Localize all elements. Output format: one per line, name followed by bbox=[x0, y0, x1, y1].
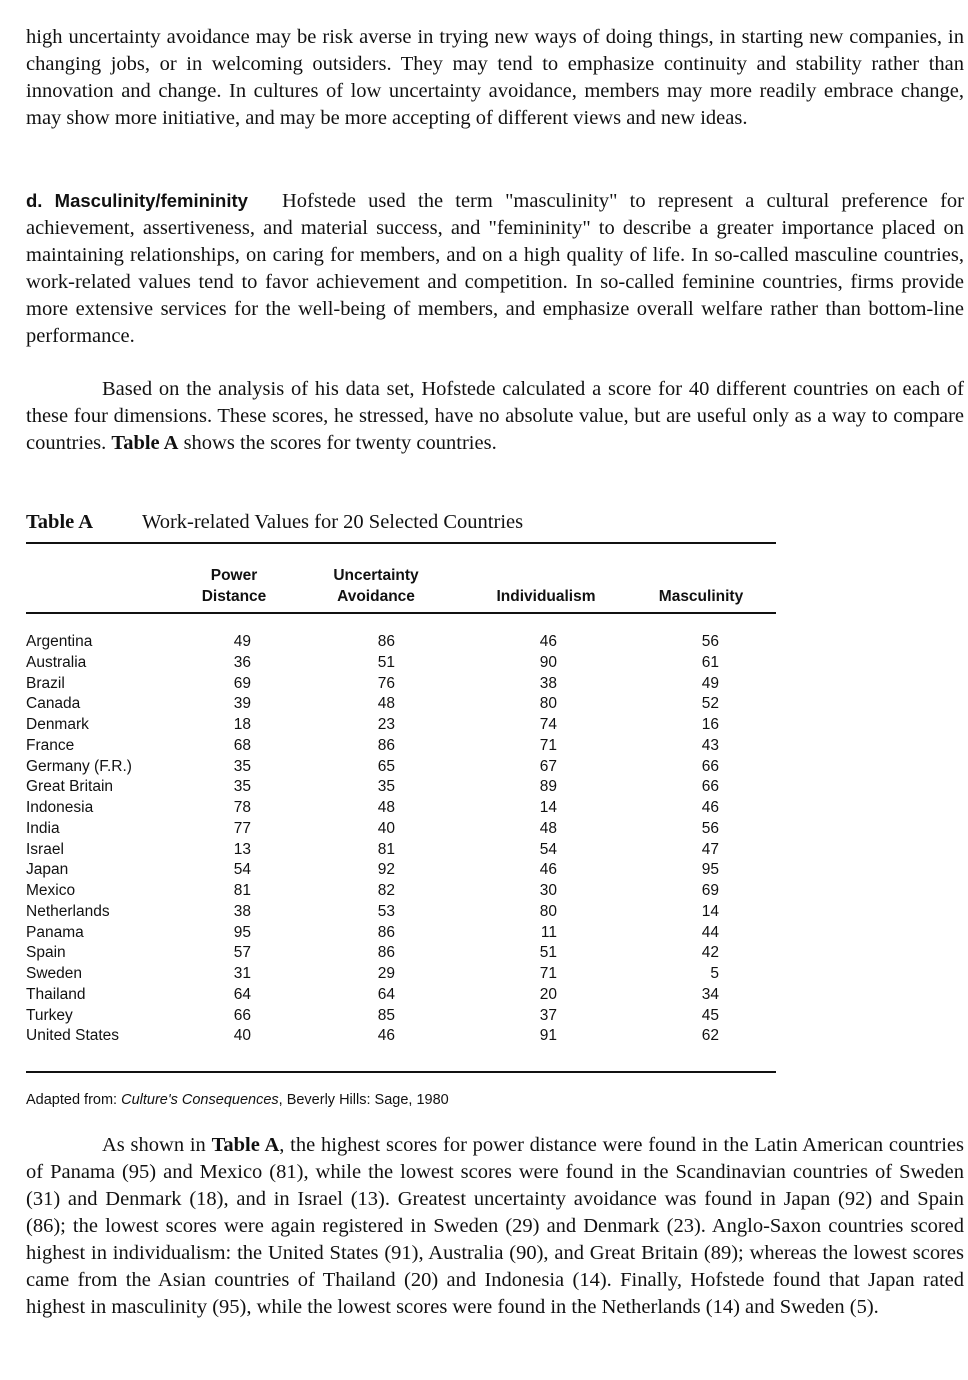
individualism-cell: 67 bbox=[539, 757, 557, 775]
uncertainty-avoidance-cell: 81 bbox=[377, 840, 395, 858]
header-masculinity: Masculinity bbox=[658, 588, 744, 605]
paragraph-scores-text-a: Based on the analysis of his data set, Hofstede calculated a score for 40 different countries on each of these four dimensions. These scores, he stressed, have no absolute value, but are useful only as a way to compare countries. bbox=[26, 378, 964, 454]
masculinity-cell: 69 bbox=[701, 882, 719, 899]
uncertainty-avoidance-cell: 85 bbox=[377, 1006, 395, 1024]
table-caption bbox=[26, 511, 523, 534]
individualism-cell: 11 bbox=[540, 923, 557, 941]
paragraph-masculinity-femininity bbox=[26, 187, 964, 350]
country-cell: Australia bbox=[26, 653, 87, 671]
country-cell: Netherlands bbox=[26, 902, 110, 920]
masculinity-cell: 43 bbox=[701, 736, 719, 754]
power-distance-cell: 38 bbox=[233, 902, 251, 920]
uncertainty-avoidance-cell: 82 bbox=[377, 882, 395, 899]
power-distance-cell: 35 bbox=[233, 757, 251, 775]
power-distance-cell: 39 bbox=[233, 695, 251, 713]
table-row bbox=[26, 715, 776, 736]
country-cell: France bbox=[26, 736, 75, 754]
table-bottom-rule bbox=[26, 1071, 776, 1073]
table-row bbox=[26, 819, 776, 840]
country-cell: Brazil bbox=[26, 674, 65, 692]
individualism-cell: 71 bbox=[539, 736, 557, 754]
masculinity-cell: 47 bbox=[701, 840, 719, 858]
uncertainty-avoidance-cell: 51 bbox=[377, 653, 395, 671]
power-distance-cell: 18 bbox=[233, 716, 251, 733]
power-distance-cell: 81 bbox=[233, 882, 251, 899]
power-distance-cell: 57 bbox=[233, 944, 251, 962]
uncertainty-avoidance-cell: 40 bbox=[377, 819, 395, 837]
individualism-cell: 90 bbox=[539, 653, 557, 671]
country-cell: Canada bbox=[26, 695, 81, 713]
individualism-cell: 51 bbox=[539, 944, 557, 962]
table-row bbox=[26, 902, 776, 923]
source-suffix: , Beverly Hills: Sage, 1980 bbox=[278, 1092, 449, 1108]
uncertainty-avoidance-cell: 65 bbox=[377, 757, 395, 775]
power-distance-cell: 78 bbox=[233, 799, 251, 816]
table-row bbox=[26, 653, 776, 674]
individualism-cell: 54 bbox=[539, 840, 557, 858]
table-reference: Table A bbox=[111, 432, 179, 454]
table-row bbox=[26, 757, 776, 778]
masculinity-cell: 66 bbox=[701, 757, 719, 775]
individualism-cell: 14 bbox=[539, 799, 557, 816]
table-top-rule bbox=[26, 542, 776, 544]
uncertainty-avoidance-cell: 35 bbox=[377, 778, 395, 796]
table-row bbox=[26, 860, 776, 881]
uncertainty-avoidance-cell: 86 bbox=[377, 633, 395, 650]
individualism-cell: 80 bbox=[539, 695, 557, 713]
table-title: Work-related Values for 20 Selected Countries bbox=[142, 511, 524, 533]
table-row bbox=[26, 923, 776, 944]
individualism-cell: 74 bbox=[539, 716, 557, 733]
masculinity-cell: 52 bbox=[701, 695, 719, 713]
power-distance-cell: 68 bbox=[233, 736, 251, 754]
power-distance-cell: 13 bbox=[233, 840, 251, 858]
header-power-line2: Distance bbox=[201, 588, 267, 605]
table-row bbox=[26, 736, 776, 757]
country-cell: Sweden bbox=[26, 965, 83, 982]
individualism-cell: 30 bbox=[539, 882, 557, 899]
power-distance-cell: 35 bbox=[233, 778, 251, 796]
uncertainty-avoidance-cell: 23 bbox=[377, 716, 395, 733]
paragraph-analysis-text-b: , the highest scores for power distance were found in the Latin American countries of Panama (95) and Mexico (81), while the lowest scores were found in the Scandinavian countries of Sweden (31) and Denmark (18), and in Israel (13). Greatest uncertainty avoidance was found in Japan (92) and Spain (86); the lowest scores were again registered in Sweden (29) and Denmark (23). Anglo-Saxon countries scored highest in individualism: the United States (91), Australia (90), and Great Britain (89); whereas the lowest scores came from the Asian countries of Thailand (20) and Indonesia (14). Finally, Hofstede found that Japan rated highest in masculinity (95), while the lowest scores were found in the Netherlands (14) and Sweden (5). bbox=[26, 1134, 964, 1318]
masculinity-cell: 34 bbox=[701, 985, 719, 1003]
table-row bbox=[26, 798, 776, 819]
country-cell: Panama bbox=[26, 923, 84, 941]
country-cell: Denmark bbox=[26, 716, 89, 733]
table-row bbox=[26, 1026, 776, 1047]
individualism-cell: 71 bbox=[539, 965, 557, 982]
table-row bbox=[26, 985, 776, 1006]
country-cell: Great Britain bbox=[26, 778, 114, 796]
power-distance-cell: 36 bbox=[233, 653, 251, 671]
header-uncertainty-avoidance bbox=[316, 565, 436, 607]
country-cell: Mexico bbox=[26, 882, 76, 899]
masculinity-cell: 45 bbox=[701, 1006, 719, 1024]
uncertainty-avoidance-cell: 29 bbox=[377, 965, 395, 982]
individualism-cell: 46 bbox=[539, 861, 557, 879]
masculinity-cell: 42 bbox=[701, 944, 719, 962]
table-row bbox=[26, 881, 776, 902]
individualism-cell: 20 bbox=[539, 985, 557, 1003]
header-ua-line2: Avoidance bbox=[337, 588, 415, 605]
country-cell: Spain bbox=[26, 944, 66, 962]
individualism-cell: 80 bbox=[539, 902, 557, 920]
power-distance-cell: 77 bbox=[233, 819, 251, 837]
power-distance-cell: 40 bbox=[233, 1027, 251, 1045]
table-row bbox=[26, 632, 776, 653]
uncertainty-avoidance-cell: 86 bbox=[377, 736, 395, 754]
masculinity-cell: 46 bbox=[701, 799, 719, 816]
table-row bbox=[26, 964, 776, 985]
table-label: Table A bbox=[26, 511, 94, 533]
paragraph-analysis-text-a: As shown in bbox=[102, 1134, 212, 1156]
masculinity-cell: 49 bbox=[701, 674, 719, 692]
header-individualism: Individualism bbox=[496, 588, 596, 605]
country-cell: Turkey bbox=[26, 1006, 73, 1024]
paragraph-hofstede-scores bbox=[26, 376, 964, 457]
header-ua-line1: Uncertainty bbox=[333, 567, 419, 584]
table-row bbox=[26, 943, 776, 964]
country-cell: Thailand bbox=[26, 985, 86, 1003]
power-distance-cell: 95 bbox=[233, 923, 251, 941]
uncertainty-avoidance-cell: 64 bbox=[377, 985, 395, 1003]
header-power-distance bbox=[186, 565, 282, 607]
individualism-cell: 91 bbox=[539, 1027, 557, 1045]
table-header-rule bbox=[26, 612, 776, 614]
individualism-cell: 38 bbox=[539, 674, 557, 692]
masculinity-cell: 44 bbox=[701, 923, 719, 941]
country-cell: Indonesia bbox=[26, 799, 94, 816]
uncertainty-avoidance-cell: 76 bbox=[377, 674, 395, 692]
uncertainty-avoidance-cell: 48 bbox=[377, 799, 395, 816]
country-cell: Argentina bbox=[26, 633, 93, 650]
power-distance-cell: 69 bbox=[233, 674, 251, 692]
uncertainty-avoidance-cell: 92 bbox=[377, 861, 395, 879]
paragraph-table-analysis bbox=[26, 1132, 964, 1321]
paragraph-scores-text-b: shows the scores for twenty countries. bbox=[178, 432, 497, 454]
masculinity-cell: 5 bbox=[710, 965, 719, 982]
uncertainty-avoidance-cell: 48 bbox=[377, 695, 395, 713]
power-distance-cell: 64 bbox=[233, 985, 251, 1003]
section-heading-masculinity: d. Masculinity/femininity bbox=[26, 190, 248, 211]
source-prefix: Adapted from: bbox=[26, 1092, 122, 1108]
source-title: Culture's Consequences bbox=[121, 1092, 279, 1108]
table-reference-2: Table A bbox=[211, 1134, 280, 1156]
masculinity-cell: 56 bbox=[701, 819, 719, 837]
individualism-cell: 37 bbox=[539, 1006, 557, 1024]
table-header bbox=[26, 567, 776, 611]
table-row bbox=[26, 777, 776, 798]
individualism-cell: 89 bbox=[539, 778, 557, 796]
table-source-note bbox=[26, 1092, 449, 1108]
masculinity-cell: 61 bbox=[701, 653, 719, 671]
individualism-cell: 46 bbox=[539, 633, 557, 650]
country-cell: Japan bbox=[26, 861, 69, 879]
masculinity-cell: 14 bbox=[701, 902, 719, 920]
table-row bbox=[26, 840, 776, 861]
table-row bbox=[26, 674, 776, 695]
uncertainty-avoidance-cell: 86 bbox=[377, 923, 395, 941]
masculinity-cell: 56 bbox=[701, 633, 719, 650]
uncertainty-avoidance-cell: 53 bbox=[377, 902, 395, 920]
table-row bbox=[26, 694, 776, 715]
uncertainty-avoidance-cell: 86 bbox=[377, 944, 395, 962]
country-cell: India bbox=[26, 819, 60, 837]
country-cell: Israel bbox=[26, 840, 64, 858]
power-distance-cell: 66 bbox=[233, 1006, 251, 1024]
country-cell: United States bbox=[26, 1027, 120, 1045]
masculinity-cell: 62 bbox=[701, 1027, 719, 1045]
power-distance-cell: 49 bbox=[233, 633, 251, 650]
masculinity-cell: 16 bbox=[701, 716, 719, 733]
power-distance-cell: 54 bbox=[233, 861, 251, 879]
power-distance-cell: 31 bbox=[233, 965, 251, 982]
table-row bbox=[26, 1006, 776, 1027]
header-power-line1: Power bbox=[210, 567, 258, 584]
table-body bbox=[26, 632, 776, 1047]
uncertainty-avoidance-cell: 46 bbox=[377, 1027, 395, 1045]
individualism-cell: 48 bbox=[539, 819, 557, 837]
country-cell: Germany (F.R.) bbox=[26, 757, 132, 775]
paragraph-masculinity-text: Hofstede used the term "masculinity" to represent a cultural preference for achievement, assertiveness, and material success, and "femininity" to describe a greater importance placed on maintaining relationships, on caring for members, and on a high quality of life. In so-called masculine countries, work-related values tend to favor achievement and competition. In so-called feminine countries, firms provide more extensive services for the well-being of members, and emphasize overall welfare rather than bottom-line performance. bbox=[26, 190, 964, 347]
paragraph-uncertainty-avoidance: high uncertainty avoidance may be risk averse in trying new ways of doing things, in starting new companies, in changing jobs, or in welcoming outsiders. They may tend to emphasize continuity and stability rather than innovation and change. In cultures of low uncertainty avoidance, members may more readily embrace change, may show more initiative, and may be more accepting of different views and new ideas. bbox=[26, 26, 964, 129]
masculinity-cell: 95 bbox=[701, 861, 719, 879]
masculinity-cell: 66 bbox=[701, 778, 719, 796]
